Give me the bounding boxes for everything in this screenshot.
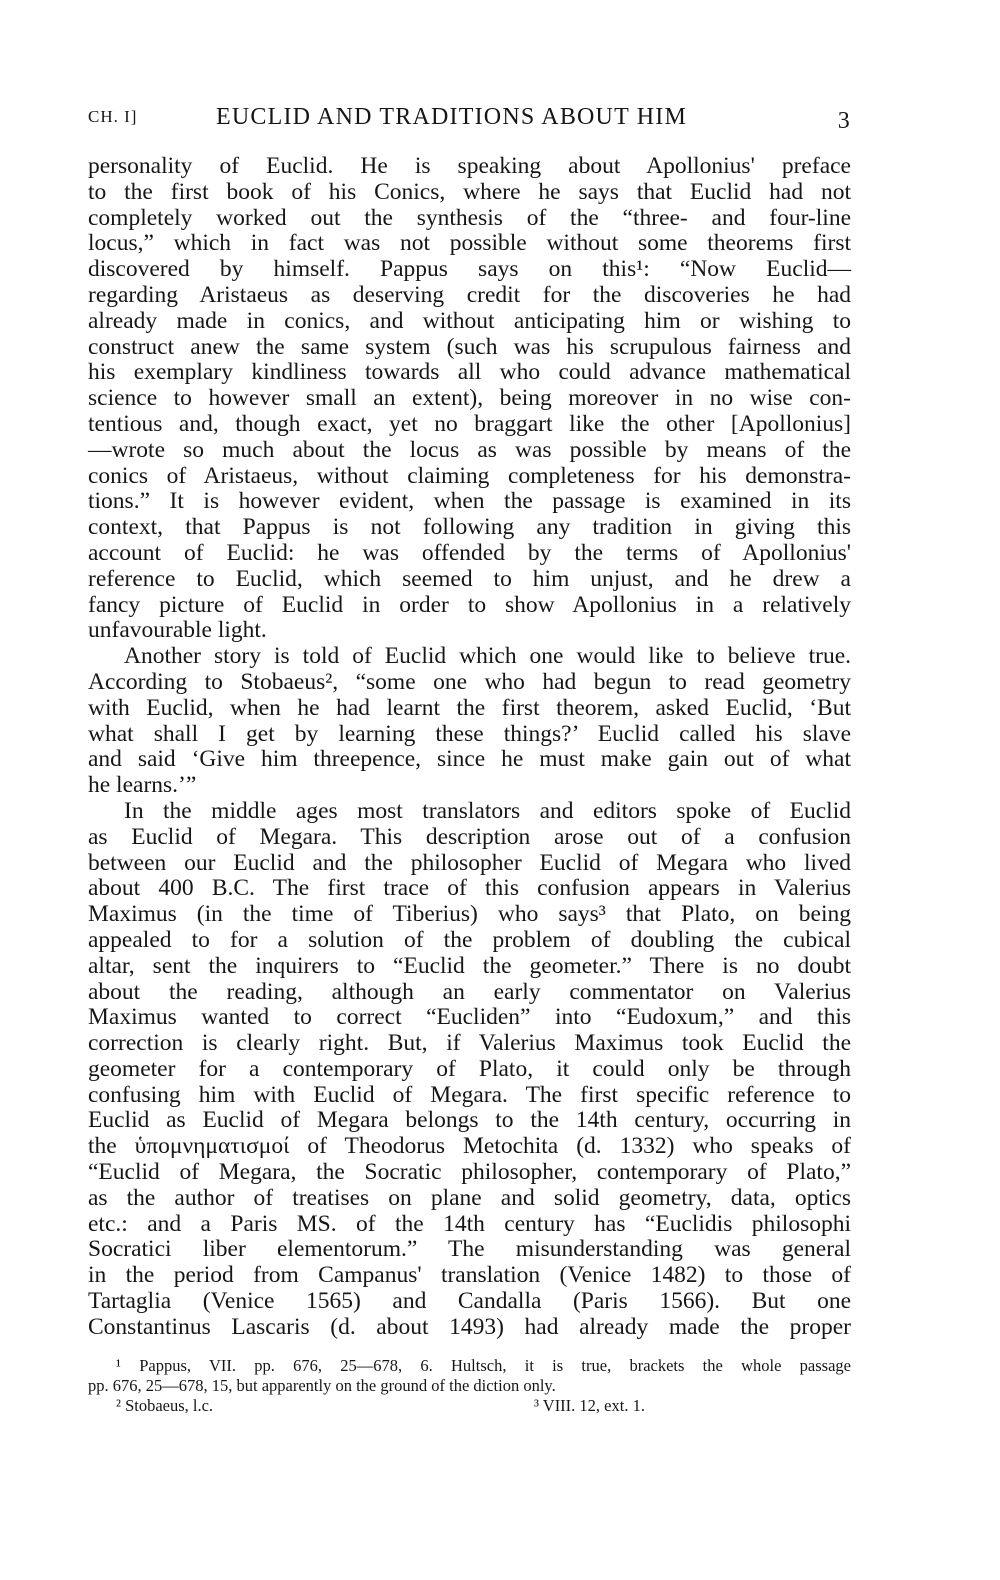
text-line: tions.” It is however evident, when the passage is examined in its xyxy=(88,488,851,515)
text-line: to the first book of his Conics, where he says that Euclid had not xyxy=(88,178,851,205)
text-line: as Euclid of Megara. This description arose out of a confusion xyxy=(88,823,851,850)
text-line: between our Euclid and the philosopher Euclid of Megara who lived xyxy=(88,849,851,876)
text-line: construct anew the same system (such was his scrupulous fairness and xyxy=(88,333,851,360)
text-line: —wrote so much about the locus as was possible by means of the xyxy=(88,436,851,463)
text-line: his exemplary kindliness towards all who could advance mathematical xyxy=(88,359,851,386)
text-line: Euclid as Euclid of Megara belongs to the 14th century, occurring in xyxy=(88,1107,851,1134)
footnote-3: ³ VIII. 12, ext. 1. xyxy=(534,1396,645,1415)
text-line: account of Euclid: he was offended by the terms of Apollonius' xyxy=(88,539,851,566)
text-line: Constantinus Lascaris (d. about 1493) had already made the proper xyxy=(88,1313,851,1340)
text-line: appealed to for a solution of the problem of doubling the cubical xyxy=(88,926,851,953)
text-line: context, that Pappus is not following any tradition in giving this xyxy=(88,514,851,541)
text-line: and said ‘Give him threepence, since he must make gain out of what xyxy=(88,746,851,773)
text-line: altar, sent the inquirers to “Euclid the geometer.” There is no doubt xyxy=(88,952,851,979)
text-line: conics of Aristaeus, without claiming completeness for his demonstra- xyxy=(88,462,851,489)
text-line: In the middle ages most translators and editors spoke of Euclid xyxy=(124,797,851,824)
text-line: correction is clearly right. But, if Valerius Maximus took Euclid the xyxy=(88,1030,851,1057)
text-line: already made in conics, and without anticipating him or wishing to xyxy=(88,307,851,334)
text-line: as the author of treatises on plane and solid geometry, data, optics xyxy=(88,1184,851,1211)
body-text xyxy=(88,154,851,1341)
footnote-1-line-2: pp. 676, 25—678, 15, but apparently on the ground of the diction only. xyxy=(88,1376,556,1395)
text-line: regarding Aristaeus as deserving credit for the discoveries he had xyxy=(88,281,851,308)
footnotes xyxy=(88,1356,851,1416)
footnote-1-line-1: ¹ Pappus, VII. pp. 676, 25—678, 6. Hultsch, it is true, brackets the whole passage xyxy=(116,1356,851,1375)
text-line: about the reading, although an early commentator on Valerius xyxy=(88,978,851,1005)
text-line: Maximus wanted to correct “Eucliden” into “Eudoxum,” and this xyxy=(88,1004,851,1031)
running-title: EUCLID AND TRADITIONS ABOUT HIM xyxy=(216,104,687,130)
text-line: with Euclid, when he had learnt the first theorem, asked Euclid, ‘But xyxy=(88,694,851,721)
text-line: Socratici liber elementorum.” The misunderstanding was general xyxy=(88,1236,851,1263)
running-header xyxy=(88,104,851,132)
text-line: Another story is told of Euclid which one would like to believe true. xyxy=(124,643,851,670)
text-line: completely worked out the synthesis of the “three- and four-line xyxy=(88,204,851,231)
text-line: confusing him with Euclid of Megara. The first specific reference to xyxy=(88,1081,851,1108)
text-line: locus,” which in fact was not possible without some theorems first xyxy=(88,230,851,257)
text-line: science to however small an extent), being moreover in no wise con- xyxy=(88,385,851,412)
chapter-label: CH. I] xyxy=(88,107,138,126)
text-line: Maximus (in the time of Tiberius) who says³ that Plato, on being xyxy=(88,901,851,928)
text-line: about 400 B.C. The first trace of this confusion appears in Valerius xyxy=(88,875,851,902)
text-line: he learns.’” xyxy=(88,772,197,799)
page-number: 3 xyxy=(837,108,851,134)
text-line: in the period from Campanus' translation (Venice 1482) to those of xyxy=(88,1262,851,1289)
text-line: unfavourable light. xyxy=(88,617,267,644)
text-line: what shall I get by learning these things?’ Euclid called his slave xyxy=(88,720,851,747)
text-line: personality of Euclid. He is speaking about Apollonius' preface xyxy=(88,153,851,179)
text-line: reference to Euclid, which seemed to him unjust, and he drew a xyxy=(88,565,851,592)
footnote-2: ² Stobaeus, l.c. xyxy=(116,1396,214,1415)
text-line: According to Stobaeus², “some one who had begun to read geometry xyxy=(88,668,851,695)
text-line: Tartaglia (Venice 1565) and Candalla (Paris 1566). But one xyxy=(88,1288,851,1315)
text-line: tentious and, though exact, yet no braggart like the other [Apollonius] xyxy=(88,410,851,437)
text-line: etc.: and a Paris MS. of the 14th century has “Euclidis philosophi xyxy=(88,1210,851,1237)
text-line: geometer for a contemporary of Plato, it could only be through xyxy=(88,1055,851,1082)
text-line: “Euclid of Megara, the Socratic philosopher, contemporary of Plato,” xyxy=(88,1159,851,1186)
footnote-row xyxy=(88,1396,851,1416)
text-line: the ὑπομνηματισμοί of Theodorus Metochita (d. 1332) who speaks of xyxy=(88,1133,851,1160)
text-line: fancy picture of Euclid in order to show Apollonius in a relatively xyxy=(88,591,851,618)
text-line: discovered by himself. Pappus says on this¹: “Now Euclid— xyxy=(88,256,851,283)
